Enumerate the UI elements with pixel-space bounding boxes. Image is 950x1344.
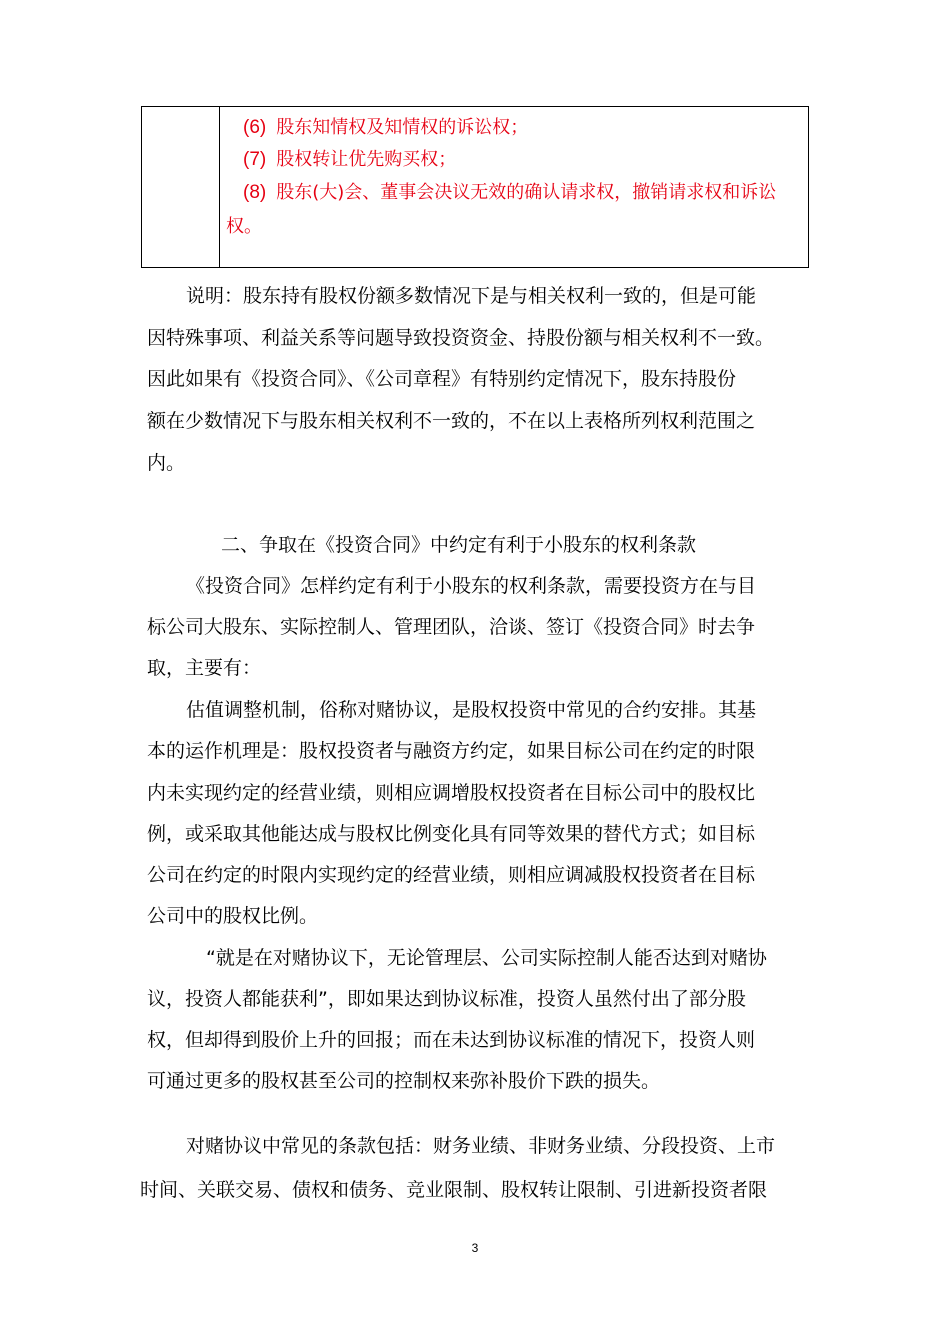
- table-column-divider: [219, 107, 220, 267]
- note-line: 额在少数情况下与股东相关权利不一致的，不在以上表格所列权利范围之: [147, 410, 756, 432]
- paragraph-line: 可通过更多的股权甚至公司的控制权来弥补股价下跌的损失。: [147, 1070, 661, 1092]
- table-row-8-continued: [226, 215, 262, 239]
- paragraph-line: 权，但却得到股价上升的回报；而在未达到协议标准的情况下，投资人则: [147, 1029, 756, 1051]
- table-row-7: [243, 148, 456, 172]
- paragraph-line: 公司中的股权比例。: [147, 905, 319, 927]
- note-line: 因特殊事项、利益关系等问题导致投资资金、持股份额与相关权利不一致。: [147, 327, 775, 349]
- section-heading: 二、争取在《投资合同》中约定有利于小股东的权利条款: [221, 534, 697, 556]
- item-number: (6): [243, 117, 267, 138]
- table-row-6: [243, 116, 528, 140]
- item-text: 股东(大)会、董事会决议无效的确认请求权，撤销请求权和诉讼: [276, 182, 777, 203]
- paragraph-line: 内未实现约定的经营业绩，则相应调增股权投资者在目标公司中的股权比: [147, 782, 756, 804]
- table-row-8: [243, 181, 776, 205]
- item-text: 股权转让优先购买权；: [276, 149, 457, 170]
- paragraph-line: 例，或采取其他能达成与股权比例变化具有同等效果的替代方式；如目标: [147, 823, 756, 845]
- note-line: 说明：股东持有股权份额多数情况下是与相关权利一致的，但是可能: [186, 285, 757, 307]
- paragraph-line: 取，主要有：: [147, 657, 262, 679]
- paragraph-line: 标公司大股东、实际控制人、管理团队，洽谈、签订《投资合同》时去争: [147, 616, 756, 638]
- paragraph-line: 估值调整机制，俗称对赌协议，是股权投资中常见的合约安排。其基: [186, 699, 757, 721]
- note-line: 内。: [147, 452, 186, 474]
- paragraph-line: 公司在约定的时限内实现约定的经营业绩，则相应调减股权投资者在目标: [147, 864, 756, 886]
- item-number: (8): [243, 182, 267, 203]
- page-number: 3: [471, 1241, 479, 1255]
- note-line: 因此如果有《投资合同》、《公司章程》有特别约定情况下，股东持股份: [147, 368, 737, 390]
- paragraph-line: 《投资合同》怎样约定有利于小股东的权利条款，需要投资方在与目: [186, 575, 757, 597]
- paragraph-line: “就是在对赌协议下，无论管理层、公司实际控制人能否达到对赌协: [206, 947, 767, 969]
- item-text: 权。: [226, 216, 262, 237]
- paragraph-line: 时间、关联交易、债权和债务、竞业限制、股权转让限制、引进新投资者限: [140, 1179, 768, 1201]
- item-number: (7): [243, 149, 267, 170]
- paragraph-line: 本的运作机理是：股权投资者与融资方约定，如果目标公司在约定的时限: [147, 740, 756, 762]
- paragraph-line: 对赌协议中常见的条款包括：财务业绩、非财务业绩、分段投资、上市: [186, 1135, 776, 1157]
- item-text: 股东知情权及知情权的诉讼权；: [276, 117, 529, 138]
- paragraph-line: 议，投资人都能获利”，即如果达到协议标准，投资人虽然付出了部分股: [147, 988, 746, 1010]
